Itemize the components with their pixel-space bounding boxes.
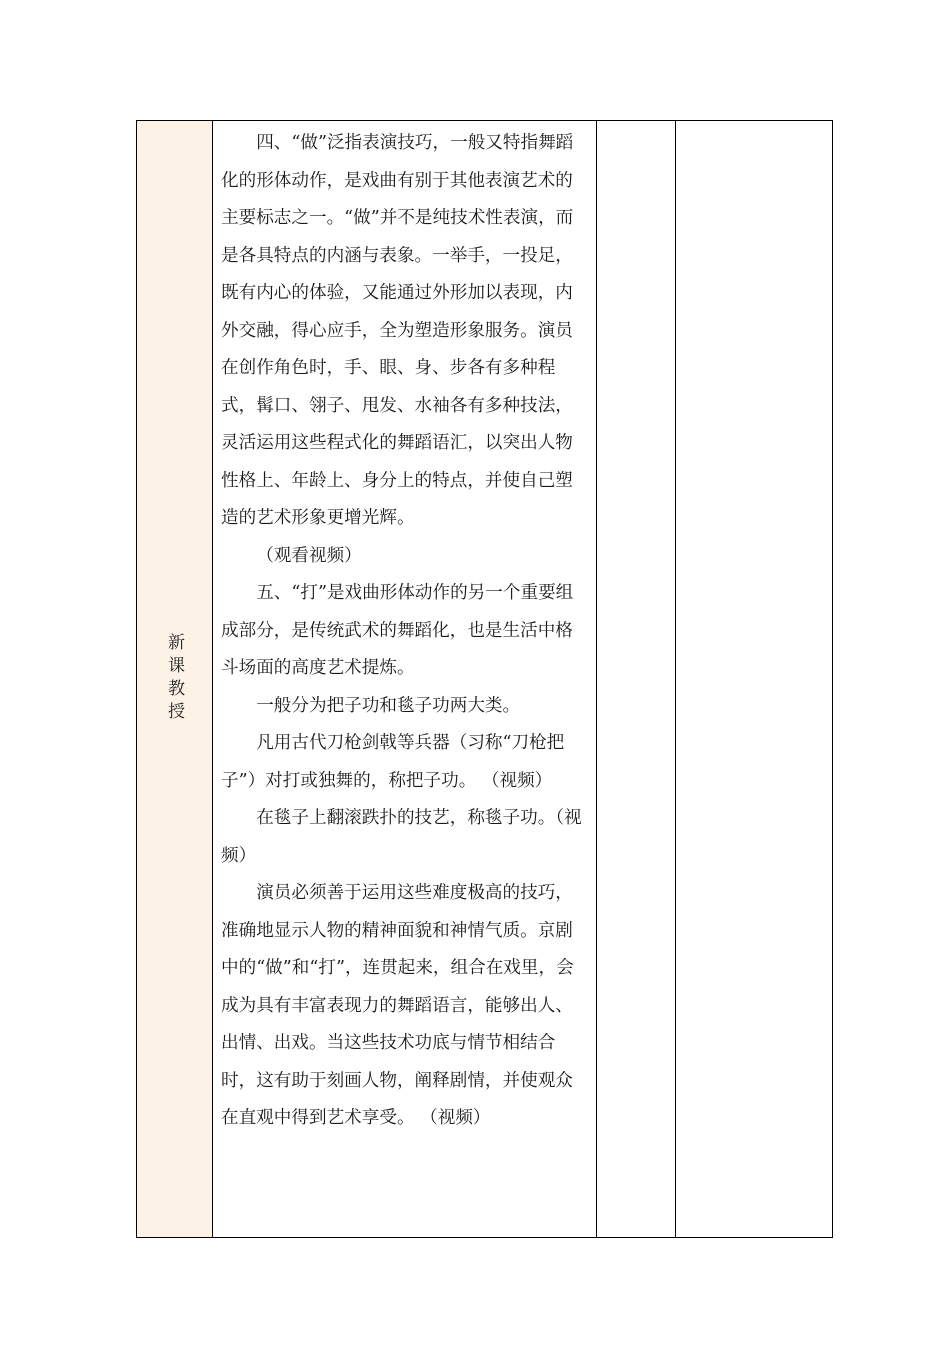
paragraph-summary: 演员必须善于运用这些难度极高的技巧，准确地显示人物的精神面貌和神情气质。京剧中的“做”和“打”，连贯起来，组合在戏里，会成为具有丰富表现力的舞蹈语言，能够出人、出情、出戏。当这些技术功底与情节相结合时，这有助于刻画人物，阐释剧情，并使观众在直观中得到艺术享受。 （视频）: [221, 883, 574, 1128]
paragraph-zuo: 四、“做”泛指表演技巧，一般又特指舞蹈化的形体动作，是戏曲有别于其他表演艺术的主要标志之一。“做”并不是纯技术性表演，而是各具特点的内涵与表象。一举手，一投足，既有内心的体验，又能通过外形加以表现，内外交融，得心应手，全为塑造形象服务。演员在创作角色时，手、眼、身、步各有多种程式，髯口、翎子、甩发、水袖各有多种技法，灵活运用这些程式化的舞蹈语汇，以突出人物性格上、年龄上、身分上的特点，并使自己塑造的艺术形象更增光辉。: [221, 133, 574, 528]
paragraph-two-categories: 一般分为把子功和毯子功两大类。: [256, 695, 521, 716]
content-cell: [213, 121, 597, 1237]
paragraph-tanzi-gong: 在毯子上翻滚跌扑的技艺，称毯子功。（视频）: [221, 808, 582, 866]
paragraph-bazi-gong: 凡用古代刀枪剑戟等兵器（习称“刀枪把子”）对打或独舞的，称把子功。 （视频）: [221, 733, 565, 791]
empty-cell-3: [597, 121, 676, 1237]
empty-cell-4: [676, 121, 832, 1237]
lesson-table: [136, 120, 833, 1238]
paragraph-da: 五、“打”是戏曲形体动作的另一个重要组成部分，是传统武术的舞蹈化，也是生活中格斗场面的高度艺术提炼。: [221, 583, 574, 678]
section-label-cell: [137, 121, 213, 1237]
paragraph-watch-video: （观看视频）: [256, 545, 362, 566]
section-label: 新课教授: [164, 633, 184, 725]
